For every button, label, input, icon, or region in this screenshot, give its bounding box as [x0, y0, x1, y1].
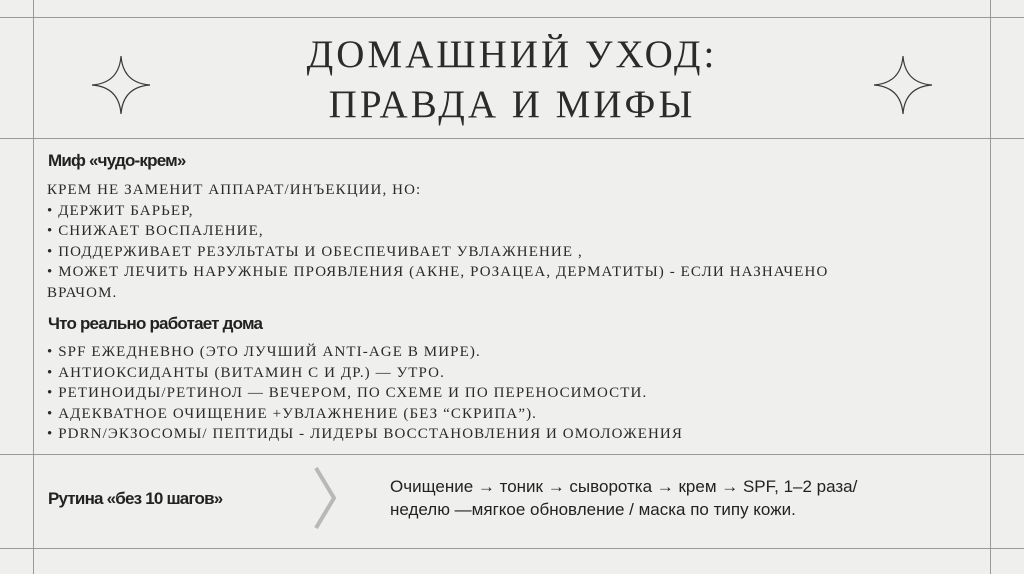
chevron-right-icon — [312, 466, 338, 530]
myth-line: • МОЖЕТ ЛЕЧИТЬ НАРУЖНЫЕ ПРОЯВЛЕНИЯ (АКНЕ, РОЗАЦЕА, ДЕРМАТИТЫ) - ЕСЛИ НАЗНАЧЕНО — [47, 264, 829, 280]
myth-line: • ДЕРЖИТ БАРЬЕР, — [47, 202, 194, 219]
myth-line: • ПОДДЕРЖИВАЕТ РЕЗУЛЬТАТЫ И ОБЕСПЕЧИВАЕТ УВЛАЖНЕНИЕ , — [47, 243, 583, 260]
myth-line: ВРАЧОМ. — [47, 284, 118, 301]
works-line: • АДЕКВАТНОЕ ОЧИЩЕНИЕ +УВЛАЖНЕНИЕ (БЕЗ “СКРИПА”). — [47, 405, 538, 422]
works-line: • SPF ЕЖЕДНЕВНО (ЭТО ЛУЧШИЙ ANTI-AGE В МИРЕ). — [47, 344, 481, 360]
four-point-star-icon — [872, 54, 934, 116]
works-line: • PDRN/ЭКЗОСОМЫ/ ПЕПТИДЫ - ЛИДЕРЫ ВОССТАНОВЛЕНИЯ И ОМОЛОЖЕНИЯ — [47, 426, 683, 442]
myth-list — [47, 180, 977, 303]
routine-line: неделю —мягкое обновление / маска по типу кожи. — [390, 500, 796, 519]
myth-line: • СНИЖАЕТ ВОСПАЛЕНИЕ, — [47, 223, 264, 239]
myth-line: КРЕМ НЕ ЗАМЕНИТ АППАРАТ/ИНЪЕКЦИИ, НО: — [47, 182, 422, 198]
works-line: • АНТИОКСИДАНТЫ (ВИТАМИН С И ДР.) — УТРО. — [47, 364, 445, 381]
slide-title-line1: ДОМАШНИЙ УХОД: — [306, 33, 718, 76]
works-list — [47, 342, 977, 445]
grid-line-title-bottom — [0, 138, 1024, 139]
grid-line-routine-top — [0, 454, 1024, 455]
routine-description — [390, 475, 950, 521]
grid-line-top — [0, 17, 1024, 18]
grid-line-bottom — [0, 548, 1024, 549]
slide-title — [0, 30, 1024, 130]
myth-heading: Миф «чудо-крем» — [48, 151, 186, 170]
works-line: • РЕТИНОИДЫ/РЕТИНОЛ — ВЕЧЕРОМ, ПО СХЕМЕ И ПО ПЕРЕНОСИМОСТИ. — [47, 385, 648, 401]
works-heading: Что реально работает дома — [48, 314, 263, 333]
slide-title-line2: ПРАВДА И МИФЫ — [328, 83, 696, 126]
routine-line: Очищение → тоник → сыворотка → крем → SPF, 1–2 раза/ — [390, 477, 858, 496]
routine-label: Рутина «без 10 шагов» — [48, 489, 223, 508]
four-point-star-icon — [90, 54, 152, 116]
